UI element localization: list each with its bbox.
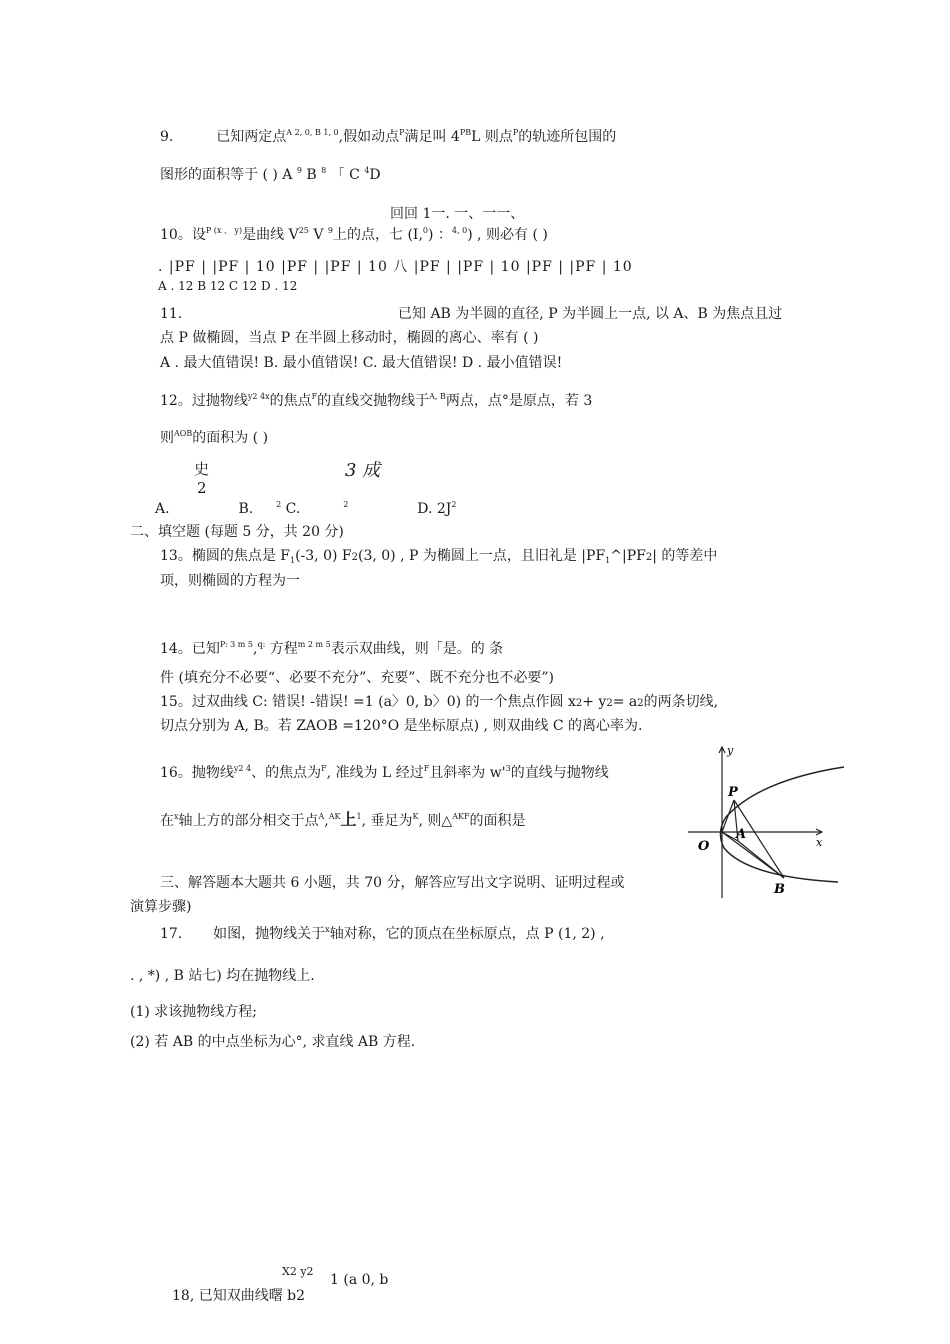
q16-sup: AK <box>328 812 341 821</box>
q12-sup: 2 <box>276 500 282 509</box>
parabola-figure <box>688 742 848 898</box>
q11-options: A . 最大值错误! B. 最小值错误! C. 最大值错误! D . 最小值错误! <box>160 355 563 371</box>
q12-text: 12。过抛物线 <box>160 393 248 409</box>
q12-sup: 2 <box>343 500 349 509</box>
q16-text: 轴上方的部分相交于点 <box>178 813 319 829</box>
section-3-heading: 三、解答题本大题共 6 小题，共 70 分，解答应写出文字说明、证明过程或 <box>160 875 625 891</box>
q10-text: 上的点，七 (I, <box>333 227 423 243</box>
q13-text: 13。椭圆的焦点是 F <box>160 548 290 564</box>
q10-sup: 4, 0 <box>451 226 468 235</box>
q16-text: 、的焦点为 <box>251 765 322 781</box>
q12-option-a: A. <box>155 501 170 517</box>
q13-text: | 的等差中 <box>652 548 718 564</box>
q14-text: 14。已知 <box>160 641 220 657</box>
q16-text: , 垂足为 <box>361 813 413 829</box>
q13-text: ^|PF <box>610 548 646 564</box>
q9-sup: 4 <box>364 166 370 175</box>
q12-option-b-expression: 3 成 <box>345 460 381 481</box>
q16-text: , 准线为 L 经过 <box>326 765 424 781</box>
point-b-label: B <box>774 882 785 897</box>
q12-option-a-numerator: 史 <box>194 460 210 478</box>
q9-text: D <box>369 167 381 183</box>
q16-text: 且斜率为 w' <box>429 765 506 781</box>
q16-sup: y2 4 <box>233 764 252 773</box>
q16-text: 上 <box>340 810 357 829</box>
q17-line1 <box>160 921 605 943</box>
segment-op <box>722 800 734 832</box>
q9-sup: A 2, 0, B 1, 0 <box>286 128 339 137</box>
y-axis-label: y <box>727 744 734 757</box>
q12-line2 <box>160 425 268 447</box>
q12-option-a-denominator: 2 <box>197 479 207 497</box>
q10-pre: 回回 1一. 一、一一、 <box>390 206 525 222</box>
q12-sup: A, B <box>429 392 446 401</box>
q13-sub: 1 <box>289 556 296 565</box>
q17-part1: (1) 求该抛物线方程; <box>130 1004 257 1020</box>
q10-sup: 0 <box>422 226 428 235</box>
q12-text: 则 <box>160 430 174 446</box>
q15-text: 15。过双曲线 C: 错误! -错误! =1 (a〉0, b〉0) 的一个焦点作圆 x <box>160 694 576 710</box>
q10-text: ) ： <box>428 227 452 243</box>
q16-sup: AKF <box>452 812 470 821</box>
q10-line1 <box>160 222 548 244</box>
q12-option-d: D. 2J <box>417 501 452 517</box>
q13-line2: 项，则椭圆的方程为一 <box>160 573 300 589</box>
q15-sub: 2 <box>637 698 644 709</box>
q14-text: , <box>253 641 258 657</box>
q17-part2: (2) 若 AB 的中点坐标为心°, 求直线 AB 方程. <box>130 1034 416 1050</box>
q11-line2: 点 P 做椭圆，当点 P 在半圆上移动时，椭圆的离心、率有 ( ) <box>160 330 539 346</box>
q15-sub: 2 <box>575 698 583 709</box>
q15-text: 的两条切线, <box>643 694 719 710</box>
q14-line2: 件 (填充分不必要“、必要不充分”、充要”、既不充分也不必要”) <box>160 670 555 686</box>
q13-line1 <box>160 547 717 570</box>
q16-text: 的直线与抛物线 <box>510 765 609 781</box>
q12-text: 的焦点 <box>269 393 312 409</box>
q14-text: 方程 <box>269 641 298 657</box>
q17-number: 17. <box>160 926 183 942</box>
q16-text: , 则△ <box>418 813 453 829</box>
parabola-curve <box>720 767 844 882</box>
q10-text: ) , 则必有 ( ) <box>467 227 548 243</box>
q15-line2: 切点分别为 A, B。若 ZAOB =120°O 是坐标原点) , 则双曲线 C 的离心率为. <box>160 718 643 734</box>
q12-line1 <box>160 388 592 410</box>
q15-text: + y <box>582 694 607 710</box>
q12-sup: 2 <box>451 500 457 509</box>
q14-line1 <box>160 636 503 658</box>
q15-sub: 2 <box>606 698 613 709</box>
q18-fraction-top: X2 y2 <box>282 1265 314 1278</box>
q12-text: 两点，点°是原点，若 3 <box>445 393 593 409</box>
q12-sup: y2 4x <box>247 392 270 401</box>
q14-sup: q: <box>257 640 266 649</box>
q18-line-right: 1 (a 0, b <box>330 1272 389 1288</box>
q9-sup: P <box>512 128 519 137</box>
q12-sup: F <box>311 392 318 401</box>
q13-sub: 2 <box>351 552 358 563</box>
point-p-label: P <box>728 785 738 800</box>
q13-text: (-3, 0) F <box>295 548 352 564</box>
q9-text: 「 C <box>330 167 360 183</box>
q9-text: ,假如动点 <box>338 129 400 145</box>
q17-text: 轴对称，它的顶点在坐标原点，点 P (1, 2) , <box>329 926 605 942</box>
q16-line2 <box>160 808 526 830</box>
q10-sup: 25 <box>298 226 309 235</box>
origin-label: O <box>698 839 710 854</box>
q16-sup: 3 <box>505 764 511 773</box>
q13-sub: 1 <box>605 556 611 565</box>
q15-line1 <box>160 693 718 713</box>
q10-option-labels: A . 12 B 12 C 12 D . 12 <box>158 279 298 293</box>
q14-sup: P: 3 m 5 <box>219 640 254 649</box>
section-2-heading: 二、填空题 (每题 5 分，共 20 分) <box>130 524 344 540</box>
q9-sup: PB <box>459 128 472 137</box>
q11-line1: 已知 AB 为半圆的直径, P 为半圆上一点, 以 A、B 为焦点且过 <box>398 306 783 322</box>
q17-text: 如图，抛物线关于 <box>213 926 326 942</box>
q9-sup: 9 <box>296 166 302 175</box>
point-a-label: A <box>736 827 747 842</box>
q16-line1 <box>160 760 609 782</box>
q16-sup: A <box>318 812 325 821</box>
q14-text: 表示双曲线，则「是。的 条 <box>330 641 504 657</box>
q12-text: 的面积为 ( ) <box>192 430 269 446</box>
q10-text: 10。设 <box>160 227 206 243</box>
x-axis-label: x <box>816 836 823 849</box>
q9-text: L 则点 <box>471 129 513 145</box>
q9-number: 9. <box>160 129 174 145</box>
q14-sup: m 2 m 5 <box>297 640 331 649</box>
q10-sup: 9 <box>327 226 333 235</box>
q12-sup: AOB <box>174 429 193 438</box>
q9-text: 图形的面积等于 ( ) A <box>160 167 293 183</box>
q9-line1 <box>160 124 616 146</box>
q9-text: 已知两定点 <box>216 129 287 145</box>
q9-sup: 8 <box>321 166 327 175</box>
q12-options <box>155 496 457 518</box>
q10-text: V <box>313 227 324 243</box>
q11-number: 11. <box>160 306 183 322</box>
section-3-heading-cont: 演算步骤) <box>130 899 192 915</box>
q12-option-b: B. <box>238 501 254 517</box>
q16-sup: 1 <box>356 812 362 821</box>
q10-text: 是曲线 V <box>242 227 299 243</box>
q16-sup: F <box>321 764 327 773</box>
q17-line2: . , *) , B 站七) 均在抛物线上. <box>130 968 315 984</box>
q9-text: B <box>306 167 317 183</box>
q18-line1: 18, 已知双曲线曙 b2 <box>172 1288 306 1304</box>
q16-text: , <box>324 813 329 829</box>
q10-options: . |PF | |PF | 10 |PF | |PF | 10 八 |PF | |PF | 10 |PF | |PF | 10 <box>158 259 633 275</box>
q12-text: 的直线交抛物线于 <box>317 393 430 409</box>
q10-sup: P (x 、 y) <box>205 226 243 235</box>
q13-text: (3, 0) , P 为椭圆上一点，且旧礼是 |PF <box>358 548 606 564</box>
q16-sup: F <box>423 764 430 773</box>
q9-line2 <box>160 162 381 184</box>
q12-option-c: C. <box>285 501 301 517</box>
q13-sub: 2 <box>645 552 653 563</box>
q16-text: 16。抛物线 <box>160 765 234 781</box>
q15-text: = a <box>612 694 638 710</box>
q16-sup: x <box>174 812 179 821</box>
q17-sup: x <box>325 925 330 934</box>
q16-text: 在 <box>160 813 174 829</box>
q9-text: 的轨迹所包围的 <box>518 129 617 145</box>
q9-sup: P <box>399 128 405 137</box>
q9-text: 满足叫 4 <box>404 129 460 145</box>
q16-text: 的面积是 <box>469 813 526 829</box>
q16-sup: K <box>412 812 419 821</box>
